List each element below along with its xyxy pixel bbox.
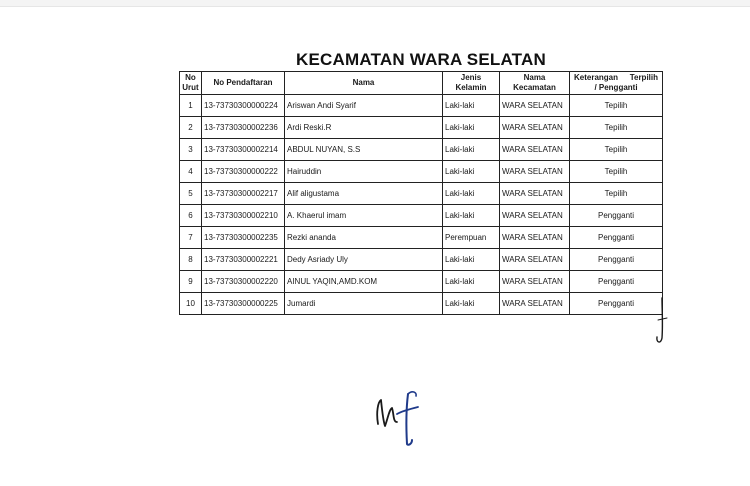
cell-keterangan: Pengganti <box>570 249 663 271</box>
cell-jenis-kelamin: Laki-laki <box>443 271 500 293</box>
cell-no-pendaftaran: 13-73730300002235 <box>202 227 285 249</box>
table-row <box>180 139 663 161</box>
cell-nama: Ariswan Andi Syarif <box>285 95 443 117</box>
cell-keterangan: Tepilih <box>570 183 663 205</box>
document-title: KECAMATAN WARA SELATAN <box>296 50 546 69</box>
candidate-table <box>179 71 663 315</box>
cell-keterangan: Tepilih <box>570 139 663 161</box>
cell-no-urut: 10 <box>180 293 202 315</box>
cell-nama: ABDUL NUYAN, S.S <box>285 139 443 161</box>
cell-nama: Jumardi <box>285 293 443 315</box>
signature-mark-right <box>650 296 674 346</box>
table-row <box>180 161 663 183</box>
cell-keterangan: Pengganti <box>570 205 663 227</box>
header-nama-kecamatan: Nama Kecamatan <box>500 72 570 95</box>
cell-nama: Dedy Asriady Uly <box>285 249 443 271</box>
header-keterangan <box>570 72 663 95</box>
cell-no-urut: 3 <box>180 139 202 161</box>
cell-jenis-kelamin: Laki-laki <box>443 95 500 117</box>
cell-nama-kecamatan: WARA SELATAN <box>500 139 570 161</box>
cell-jenis-kelamin: Laki-laki <box>443 161 500 183</box>
cell-no-urut: 4 <box>180 161 202 183</box>
cell-nama-kecamatan: WARA SELATAN <box>500 227 570 249</box>
cell-nama: AINUL YAQIN,AMD.KOM <box>285 271 443 293</box>
cell-no-pendaftaran: 13-73730300002217 <box>202 183 285 205</box>
cell-nama-kecamatan: WARA SELATAN <box>500 161 570 183</box>
cell-nama: Rezki ananda <box>285 227 443 249</box>
table-row <box>180 227 663 249</box>
cell-no-urut: 8 <box>180 249 202 271</box>
cell-no-urut: 6 <box>180 205 202 227</box>
table-row <box>180 183 663 205</box>
cell-no-urut: 9 <box>180 271 202 293</box>
header-no-pendaftaran: No Pendaftaran <box>202 72 285 95</box>
cell-no-urut: 2 <box>180 117 202 139</box>
header-nama: Nama <box>285 72 443 95</box>
cell-keterangan: Pengganti <box>570 293 663 315</box>
cell-keterangan: Tepilih <box>570 95 663 117</box>
table-row <box>180 117 663 139</box>
cell-no-urut: 5 <box>180 183 202 205</box>
cell-nama-kecamatan: WARA SELATAN <box>500 271 570 293</box>
header-terpilih-label: Terpilih <box>629 73 658 82</box>
cell-no-pendaftaran: 13-73730300002214 <box>202 139 285 161</box>
cell-nama-kecamatan: WARA SELATAN <box>500 117 570 139</box>
cell-keterangan: Pengganti <box>570 227 663 249</box>
cell-no-pendaftaran: 13-73730300002236 <box>202 117 285 139</box>
cell-nama-kecamatan: WARA SELATAN <box>500 249 570 271</box>
cell-nama-kecamatan: WARA SELATAN <box>500 183 570 205</box>
cell-no-pendaftaran: 13-73730300002220 <box>202 271 285 293</box>
header-jenis-kelamin: Jenis Kelamin <box>443 72 500 95</box>
cell-nama-kecamatan: WARA SELATAN <box>500 95 570 117</box>
cell-keterangan: Tepilih <box>570 161 663 183</box>
cell-no-urut: 1 <box>180 95 202 117</box>
table-row <box>180 205 663 227</box>
cell-jenis-kelamin: Laki-laki <box>443 249 500 271</box>
cell-no-pendaftaran: 13-73730300000222 <box>202 161 285 183</box>
cell-jenis-kelamin: Laki-laki <box>443 183 500 205</box>
cell-jenis-kelamin: Laki-laki <box>443 205 500 227</box>
cell-jenis-kelamin: Laki-laki <box>443 139 500 161</box>
signature-initials <box>372 388 422 448</box>
cell-no-urut: 7 <box>180 227 202 249</box>
cell-nama: Alif aligustama <box>285 183 443 205</box>
header-pengganti-label: / Pengganti <box>594 83 638 92</box>
table-row <box>180 249 663 271</box>
table-row <box>180 293 663 315</box>
table-row <box>180 95 663 117</box>
cell-nama: Hairuddin <box>285 161 443 183</box>
cell-no-pendaftaran: 13-73730300000224 <box>202 95 285 117</box>
cell-no-pendaftaran: 13-73730300002210 <box>202 205 285 227</box>
header-no-urut: No Urut <box>180 72 202 95</box>
cell-nama-kecamatan: WARA SELATAN <box>500 205 570 227</box>
cell-nama-kecamatan: WARA SELATAN <box>500 293 570 315</box>
cell-no-pendaftaran: 13-73730300000225 <box>202 293 285 315</box>
table-header-row <box>180 72 663 95</box>
page-top-edge <box>0 0 750 7</box>
header-keterangan-label: Keterangan <box>574 73 619 82</box>
cell-jenis-kelamin: Laki-laki <box>443 293 500 315</box>
cell-keterangan: Pengganti <box>570 271 663 293</box>
cell-jenis-kelamin: Perempuan <box>443 227 500 249</box>
cell-no-pendaftaran: 13-73730300002221 <box>202 249 285 271</box>
cell-nama: Ardi Reski.R <box>285 117 443 139</box>
cell-keterangan: Tepilih <box>570 117 663 139</box>
cell-nama: A. Khaerul imam <box>285 205 443 227</box>
table-row <box>180 271 663 293</box>
cell-jenis-kelamin: Laki-laki <box>443 117 500 139</box>
